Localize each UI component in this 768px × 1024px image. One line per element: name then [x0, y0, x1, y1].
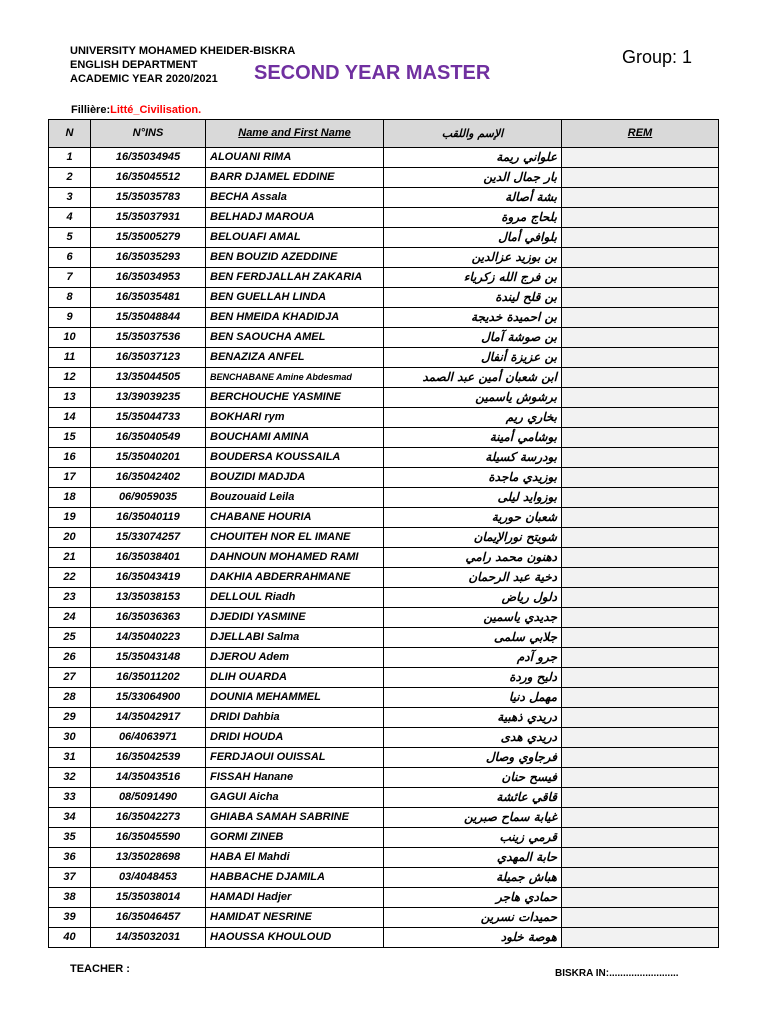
row-student-name: FERDJAOUI OUISSAL: [206, 748, 384, 768]
row-student-name-arabic: بن عزيزة أنفال: [384, 348, 562, 368]
row-remark: [562, 408, 719, 428]
row-student-name: HABA El Mahdi: [206, 848, 384, 868]
row-student-name-arabic: علواني ريمة: [384, 148, 562, 168]
row-number: 2: [49, 168, 91, 188]
row-ins-number: 16/35034945: [91, 148, 206, 168]
row-student-name: BOUZIDI MADJDA: [206, 468, 384, 488]
row-student-name-arabic: بوزوايد ليلى: [384, 488, 562, 508]
row-student-name: BERCHOUCHE YASMINE: [206, 388, 384, 408]
table-row: [49, 368, 719, 388]
row-student-name: BELOUAFI AMAL: [206, 228, 384, 248]
table-row: [49, 468, 719, 488]
row-number: 40: [49, 928, 91, 948]
row-number: 6: [49, 248, 91, 268]
column-header-number: N: [49, 120, 91, 148]
row-number: 25: [49, 628, 91, 648]
row-student-name: BENCHABANE Amine Abdesmad: [206, 368, 384, 388]
table-row: [49, 388, 719, 408]
row-ins-number: 03/4048453: [91, 868, 206, 888]
table-row: [49, 248, 719, 268]
table-row: [49, 588, 719, 608]
row-student-name-arabic: دريدي ذهبية: [384, 708, 562, 728]
row-student-name-arabic: بن بوزيد عزالدين: [384, 248, 562, 268]
row-student-name-arabic: جديدي ياسمين: [384, 608, 562, 628]
row-ins-number: 15/35037536: [91, 328, 206, 348]
row-remark: [562, 688, 719, 708]
row-ins-number: 15/35044733: [91, 408, 206, 428]
row-number: 4: [49, 208, 91, 228]
table-row: [49, 448, 719, 468]
row-remark: [562, 168, 719, 188]
column-header-rem: REM: [562, 120, 719, 148]
row-ins-number: 16/35037123: [91, 348, 206, 368]
row-student-name-arabic: فرجاوي وصال: [384, 748, 562, 768]
row-ins-number: 16/35011202: [91, 668, 206, 688]
row-student-name: DLIH OUARDA: [206, 668, 384, 688]
row-student-name-arabic: دلول رياض: [384, 588, 562, 608]
university-name: UNIVERSITY MOHAMED KHEIDER-BISKRA: [70, 45, 296, 57]
table-row: [49, 328, 719, 348]
row-remark: [562, 788, 719, 808]
row-student-name: HAMIDAT NESRINE: [206, 908, 384, 928]
row-student-name-arabic: مهمل دنيا: [384, 688, 562, 708]
table-row: [49, 508, 719, 528]
row-remark: [562, 808, 719, 828]
row-remark: [562, 268, 719, 288]
row-remark: [562, 828, 719, 848]
row-student-name-arabic: جلابي سلمى: [384, 628, 562, 648]
table-row: [49, 268, 719, 288]
row-number: 12: [49, 368, 91, 388]
row-number: 30: [49, 728, 91, 748]
row-student-name-arabic: بوشامي أمينة: [384, 428, 562, 448]
filiere-label: Fillière:: [71, 104, 111, 116]
row-number: 34: [49, 808, 91, 828]
row-remark: [562, 348, 719, 368]
row-ins-number: 06/9059035: [91, 488, 206, 508]
row-number: 9: [49, 308, 91, 328]
table-row: [49, 648, 719, 668]
row-number: 38: [49, 888, 91, 908]
row-ins-number: 16/35043419: [91, 568, 206, 588]
row-student-name: DJEROU Adem: [206, 648, 384, 668]
table-row: [49, 688, 719, 708]
row-number: 1: [49, 148, 91, 168]
row-number: 32: [49, 768, 91, 788]
department-name: ENGLISH DEPARTMENT: [70, 59, 198, 71]
row-student-name: BARR DJAMEL EDDINE: [206, 168, 384, 188]
row-student-name: BEN BOUZID AZEDDINE: [206, 248, 384, 268]
row-number: 26: [49, 648, 91, 668]
row-student-name-arabic: بلوافي أمال: [384, 228, 562, 248]
row-remark: [562, 648, 719, 668]
table-row: [49, 908, 719, 928]
row-remark: [562, 148, 719, 168]
row-student-name-arabic: غيابة سماح صبرين: [384, 808, 562, 828]
row-student-name: DAKHIA ABDERRAHMANE: [206, 568, 384, 588]
row-student-name: HAOUSSA KHOULOUD: [206, 928, 384, 948]
row-remark: [562, 248, 719, 268]
row-student-name: DELLOUL Riadh: [206, 588, 384, 608]
row-student-name: BECHA Assala: [206, 188, 384, 208]
table-row: [49, 288, 719, 308]
filiere-value: Litté_Civilisation.: [110, 104, 202, 116]
row-ins-number: 15/35037931: [91, 208, 206, 228]
row-student-name: BOUCHAMI AMINA: [206, 428, 384, 448]
row-remark: [562, 568, 719, 588]
row-remark: [562, 448, 719, 468]
row-student-name-arabic: قرمي زينب: [384, 828, 562, 848]
row-number: 13: [49, 388, 91, 408]
row-number: 29: [49, 708, 91, 728]
row-number: 37: [49, 868, 91, 888]
row-student-name: CHABANE HOURIA: [206, 508, 384, 528]
row-number: 39: [49, 908, 91, 928]
row-student-name: BEN FERDJALLAH ZAKARIA: [206, 268, 384, 288]
table-row: [49, 708, 719, 728]
row-number: 18: [49, 488, 91, 508]
row-student-name-arabic: جرو آدم: [384, 648, 562, 668]
row-ins-number: 16/35035293: [91, 248, 206, 268]
row-remark: [562, 888, 719, 908]
row-student-name: DJELLABI Salma: [206, 628, 384, 648]
table-row: [49, 228, 719, 248]
row-number: 33: [49, 788, 91, 808]
row-student-name-arabic: بن احميدة خديجة: [384, 308, 562, 328]
row-ins-number: 15/35048844: [91, 308, 206, 328]
page-title: SECOND YEAR MASTER: [254, 62, 491, 84]
group-label: Group: 1: [622, 47, 693, 67]
filiere-line: [71, 104, 201, 116]
row-student-name: BENAZIZA ANFEL: [206, 348, 384, 368]
row-student-name: BELHADJ MAROUA: [206, 208, 384, 228]
row-number: 3: [49, 188, 91, 208]
row-student-name: BOKHARI rym: [206, 408, 384, 428]
row-remark: [562, 628, 719, 648]
row-student-name-arabic: شعبان حورية: [384, 508, 562, 528]
row-remark: [562, 308, 719, 328]
row-student-name: DOUNIA MEHAMMEL: [206, 688, 384, 708]
row-ins-number: 16/35036363: [91, 608, 206, 628]
row-student-name: GAGUI Aicha: [206, 788, 384, 808]
student-roster-table: [48, 119, 719, 948]
row-student-name-arabic: هباش جميلة: [384, 868, 562, 888]
biskra-signature-line: BISKRA IN:.........................: [555, 968, 679, 979]
table-row: [49, 828, 719, 848]
row-number: 19: [49, 508, 91, 528]
row-number: 20: [49, 528, 91, 548]
row-student-name: BEN HMEIDA KHADIDJA: [206, 308, 384, 328]
row-number: 24: [49, 608, 91, 628]
row-ins-number: 16/35045512: [91, 168, 206, 188]
row-number: 14: [49, 408, 91, 428]
row-ins-number: 08/5091490: [91, 788, 206, 808]
row-ins-number: 15/33074257: [91, 528, 206, 548]
table-row: [49, 728, 719, 748]
row-remark: [562, 708, 719, 728]
row-student-name: Bouzouaid Leila: [206, 488, 384, 508]
table-row: [49, 628, 719, 648]
table-row: [49, 848, 719, 868]
table-row: [49, 788, 719, 808]
row-ins-number: 16/35042402: [91, 468, 206, 488]
row-number: 35: [49, 828, 91, 848]
row-number: 5: [49, 228, 91, 248]
row-ins-number: 15/35038014: [91, 888, 206, 908]
row-ins-number: 15/33064900: [91, 688, 206, 708]
row-remark: [562, 588, 719, 608]
row-student-name: GHIABA SAMAH SABRINE: [206, 808, 384, 828]
table-header-row: [49, 120, 719, 148]
row-student-name-arabic: بار جمال الدين: [384, 168, 562, 188]
row-ins-number: 13/35044505: [91, 368, 206, 388]
table-row: [49, 568, 719, 588]
row-ins-number: 13/39039235: [91, 388, 206, 408]
academic-year: ACADEMIC YEAR 2020/2021: [70, 73, 218, 85]
table-row: [49, 768, 719, 788]
table-row: [49, 348, 719, 368]
row-remark: [562, 848, 719, 868]
teacher-label: TEACHER :: [70, 963, 130, 975]
row-student-name: FISSAH Hanane: [206, 768, 384, 788]
table-row: [49, 668, 719, 688]
row-ins-number: 14/35032031: [91, 928, 206, 948]
row-ins-number: 14/35040223: [91, 628, 206, 648]
row-student-name-arabic: دهنون محمد رامي: [384, 548, 562, 568]
row-student-name-arabic: ابن شعبان أمين عبد الصمد: [384, 368, 562, 388]
row-remark: [562, 228, 719, 248]
row-ins-number: 15/35005279: [91, 228, 206, 248]
row-number: 31: [49, 748, 91, 768]
row-remark: [562, 488, 719, 508]
row-remark: [562, 208, 719, 228]
row-student-name: CHOUITEH NOR EL IMANE: [206, 528, 384, 548]
row-ins-number: 14/35042917: [91, 708, 206, 728]
row-ins-number: 14/35043516: [91, 768, 206, 788]
row-ins-number: 16/35040119: [91, 508, 206, 528]
row-student-name-arabic: دريدي هدى: [384, 728, 562, 748]
row-student-name-arabic: دليح وردة: [384, 668, 562, 688]
row-remark: [562, 328, 719, 348]
row-number: 7: [49, 268, 91, 288]
table-row: [49, 868, 719, 888]
row-ins-number: 16/35045590: [91, 828, 206, 848]
row-student-name-arabic: بوزيدي ماجدة: [384, 468, 562, 488]
column-header-name: Name and First Name: [206, 120, 384, 148]
row-remark: [562, 468, 719, 488]
table-row: [49, 528, 719, 548]
row-remark: [562, 528, 719, 548]
row-remark: [562, 868, 719, 888]
row-student-name-arabic: بخاري ريم: [384, 408, 562, 428]
table-row: [49, 488, 719, 508]
row-student-name-arabic: حمادي هاجر: [384, 888, 562, 908]
column-header-arabic-name: الإسم واللقب: [384, 120, 562, 148]
row-student-name-arabic: دخية عبد الرحمان: [384, 568, 562, 588]
row-remark: [562, 728, 719, 748]
row-number: 8: [49, 288, 91, 308]
table-row: [49, 428, 719, 448]
row-student-name: BEN SAOUCHA AMEL: [206, 328, 384, 348]
row-ins-number: 16/35034953: [91, 268, 206, 288]
row-ins-number: 16/35046457: [91, 908, 206, 928]
row-remark: [562, 288, 719, 308]
row-remark: [562, 188, 719, 208]
row-student-name-arabic: برشوش ياسمين: [384, 388, 562, 408]
row-number: 36: [49, 848, 91, 868]
row-student-name: HABBACHE DJAMILA: [206, 868, 384, 888]
table-row: [49, 168, 719, 188]
row-student-name-arabic: هوصة خلود: [384, 928, 562, 948]
row-student-name: GORMI ZINEB: [206, 828, 384, 848]
row-student-name: BOUDERSA KOUSSAILA: [206, 448, 384, 468]
row-ins-number: 16/35035481: [91, 288, 206, 308]
row-student-name: DAHNOUN MOHAMED RAMI: [206, 548, 384, 568]
row-number: 16: [49, 448, 91, 468]
row-student-name-arabic: بن فرج الله زكرياء: [384, 268, 562, 288]
row-ins-number: 13/35028698: [91, 848, 206, 868]
row-student-name-arabic: حابة المهدي: [384, 848, 562, 868]
table-row: [49, 808, 719, 828]
row-student-name: BEN GUELLAH LINDA: [206, 288, 384, 308]
row-ins-number: 13/35038153: [91, 588, 206, 608]
row-student-name-arabic: فيسح حنان: [384, 768, 562, 788]
row-ins-number: 16/35042273: [91, 808, 206, 828]
table-row: [49, 208, 719, 228]
table-row: [49, 888, 719, 908]
row-student-name-arabic: بودرسة كسيلة: [384, 448, 562, 468]
row-ins-number: 15/35043148: [91, 648, 206, 668]
row-remark: [562, 768, 719, 788]
table-row: [49, 188, 719, 208]
row-number: 23: [49, 588, 91, 608]
row-number: 15: [49, 428, 91, 448]
row-remark: [562, 388, 719, 408]
row-student-name: HAMADI Hadjer: [206, 888, 384, 908]
row-number: 28: [49, 688, 91, 708]
table-row: [49, 928, 719, 948]
row-ins-number: 06/4063971: [91, 728, 206, 748]
row-student-name-arabic: بلحاج مروة: [384, 208, 562, 228]
row-number: 11: [49, 348, 91, 368]
row-ins-number: 15/35040201: [91, 448, 206, 468]
table-row: [49, 748, 719, 768]
row-remark: [562, 548, 719, 568]
row-remark: [562, 668, 719, 688]
row-student-name: ALOUANI RIMA: [206, 148, 384, 168]
row-number: 17: [49, 468, 91, 488]
row-remark: [562, 368, 719, 388]
row-ins-number: 16/35042539: [91, 748, 206, 768]
table-row: [49, 608, 719, 628]
row-student-name-arabic: بن قلح ليندة: [384, 288, 562, 308]
row-student-name: DRIDI Dahbia: [206, 708, 384, 728]
roster-body: [49, 148, 719, 948]
row-remark: [562, 748, 719, 768]
row-ins-number: 15/35035783: [91, 188, 206, 208]
row-ins-number: 16/35038401: [91, 548, 206, 568]
row-student-name-arabic: شويتح نورالإيمان: [384, 528, 562, 548]
row-remark: [562, 428, 719, 448]
row-student-name-arabic: بن صوشة آمال: [384, 328, 562, 348]
row-remark: [562, 928, 719, 948]
row-student-name-arabic: حميدات نسرين: [384, 908, 562, 928]
row-student-name: DRIDI HOUDA: [206, 728, 384, 748]
table-row: [49, 308, 719, 328]
table-row: [49, 548, 719, 568]
row-number: 21: [49, 548, 91, 568]
table-row: [49, 408, 719, 428]
row-remark: [562, 508, 719, 528]
row-number: 10: [49, 328, 91, 348]
row-student-name-arabic: بشة أصالة: [384, 188, 562, 208]
table-row: [49, 148, 719, 168]
row-student-name-arabic: قاقي عائشة: [384, 788, 562, 808]
row-number: 27: [49, 668, 91, 688]
row-remark: [562, 608, 719, 628]
row-ins-number: 16/35040549: [91, 428, 206, 448]
row-remark: [562, 908, 719, 928]
row-number: 22: [49, 568, 91, 588]
column-header-ins: N°INS: [91, 120, 206, 148]
row-student-name: DJEDIDI YASMINE: [206, 608, 384, 628]
